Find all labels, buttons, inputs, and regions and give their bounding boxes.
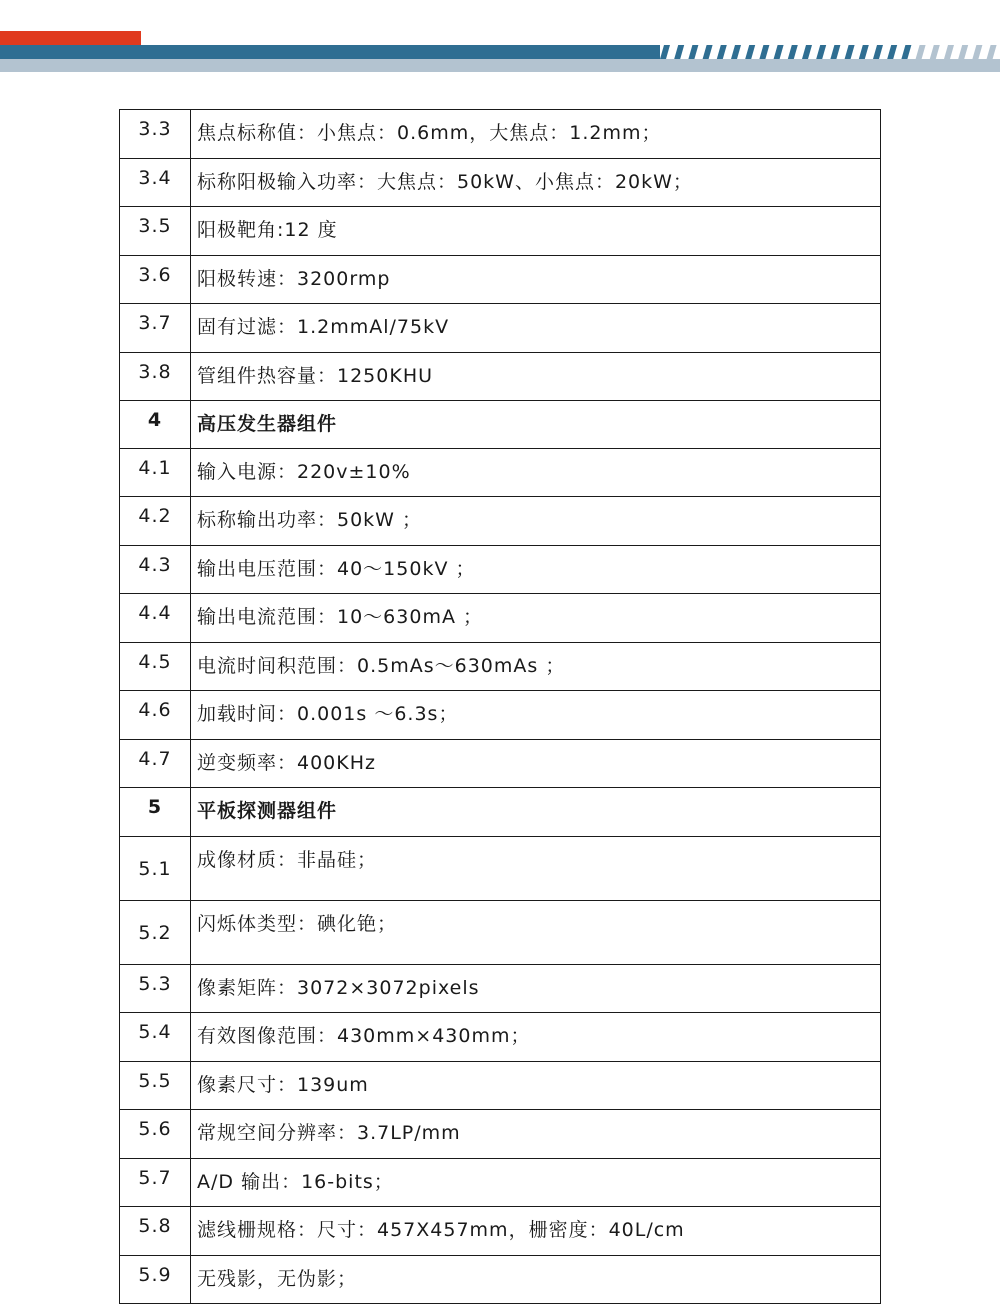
item-number: 4.6 [120, 691, 191, 740]
item-spec: A/D 输出：16-bits； [191, 1159, 881, 1207]
section-row [120, 788, 881, 837]
table-row [120, 304, 881, 353]
item-spec: 阳极靶角:12 度 [191, 207, 881, 256]
table-row [120, 1013, 881, 1062]
table-row [120, 643, 881, 691]
item-number: 5.6 [120, 1110, 191, 1159]
table-row [120, 1062, 881, 1110]
table-row [120, 965, 881, 1013]
item-number: 5.3 [120, 965, 191, 1013]
item-number: 4.5 [120, 643, 191, 691]
table-row [120, 1207, 881, 1256]
item-number: 5.1 [120, 837, 191, 901]
item-number: 3.7 [120, 304, 191, 353]
item-spec: 常规空间分辨率：3.7LP/mm [191, 1110, 881, 1159]
item-number: 3.8 [120, 353, 191, 401]
item-number: 3.5 [120, 207, 191, 256]
header-gray-bar [0, 59, 1000, 72]
item-number: 5.7 [120, 1159, 191, 1207]
table-row [120, 159, 881, 207]
item-number: 3.4 [120, 159, 191, 207]
item-number: 3.6 [120, 256, 191, 304]
item-spec: 管组件热容量：1250KHU [191, 353, 881, 401]
item-spec: 固有过滤：1.2mmAl/75kV [191, 304, 881, 353]
item-spec: 标称阳极输入功率：大焦点：50kW、小焦点：20kW； [191, 159, 881, 207]
table-row [120, 256, 881, 304]
section-title: 平板探测器组件 [191, 788, 881, 837]
item-spec: 加载时间：0.001s ～6.3s； [191, 691, 881, 740]
table-row [120, 594, 881, 643]
item-spec: 成像材质：非晶硅； [191, 837, 881, 901]
table-row [120, 1110, 881, 1159]
table-row [120, 546, 881, 594]
table-row [120, 110, 881, 159]
table-row [120, 449, 881, 497]
header-blue-bar [0, 45, 660, 59]
section-title: 高压发生器组件 [191, 401, 881, 449]
spec-table-body [120, 110, 881, 1304]
item-number: 5.5 [120, 1062, 191, 1110]
item-number: 4.7 [120, 740, 191, 788]
item-number: 4.3 [120, 546, 191, 594]
item-spec: 电流时间积范围：0.5mAs～630mAs ； [191, 643, 881, 691]
item-number: 5 [120, 788, 191, 837]
table-row [120, 1256, 881, 1304]
item-spec: 输入电源：220v±10% [191, 449, 881, 497]
item-number: 5.9 [120, 1256, 191, 1304]
item-number: 5.2 [120, 901, 191, 965]
section-row [120, 401, 881, 449]
item-spec: 阳极转速：3200rmp [191, 256, 881, 304]
table-row [120, 207, 881, 256]
item-spec: 焦点标称值：小焦点：0.6mm，大焦点：1.2mm； [191, 110, 881, 159]
header-red-bar [0, 31, 141, 45]
item-spec: 输出电流范围：10～630mA ； [191, 594, 881, 643]
table-row [120, 1159, 881, 1207]
item-spec: 无残影，无伪影； [191, 1256, 881, 1304]
item-number: 5.8 [120, 1207, 191, 1256]
item-spec: 闪烁体类型：碘化铯； [191, 901, 881, 965]
spec-table [119, 109, 881, 1304]
item-number: 4.1 [120, 449, 191, 497]
header-stripes [656, 45, 1000, 59]
item-spec: 输出电压范围：40～150kV ； [191, 546, 881, 594]
item-spec: 标称输出功率：50kW ； [191, 497, 881, 546]
item-number: 4 [120, 401, 191, 449]
item-number: 3.3 [120, 110, 191, 159]
table-row [120, 353, 881, 401]
item-spec: 滤线栅规格：尺寸：457X457mm，栅密度：40L/cm [191, 1207, 881, 1256]
table-row [120, 901, 881, 965]
item-spec: 像素尺寸：139um [191, 1062, 881, 1110]
item-number: 4.4 [120, 594, 191, 643]
table-row [120, 497, 881, 546]
item-spec: 像素矩阵：3072×3072pixels [191, 965, 881, 1013]
table-row [120, 837, 881, 901]
table-row [120, 691, 881, 740]
item-number: 4.2 [120, 497, 191, 546]
item-spec: 有效图像范围：430mm×430mm； [191, 1013, 881, 1062]
item-spec: 逆变频率：400KHz [191, 740, 881, 788]
item-number: 5.4 [120, 1013, 191, 1062]
table-row [120, 740, 881, 788]
